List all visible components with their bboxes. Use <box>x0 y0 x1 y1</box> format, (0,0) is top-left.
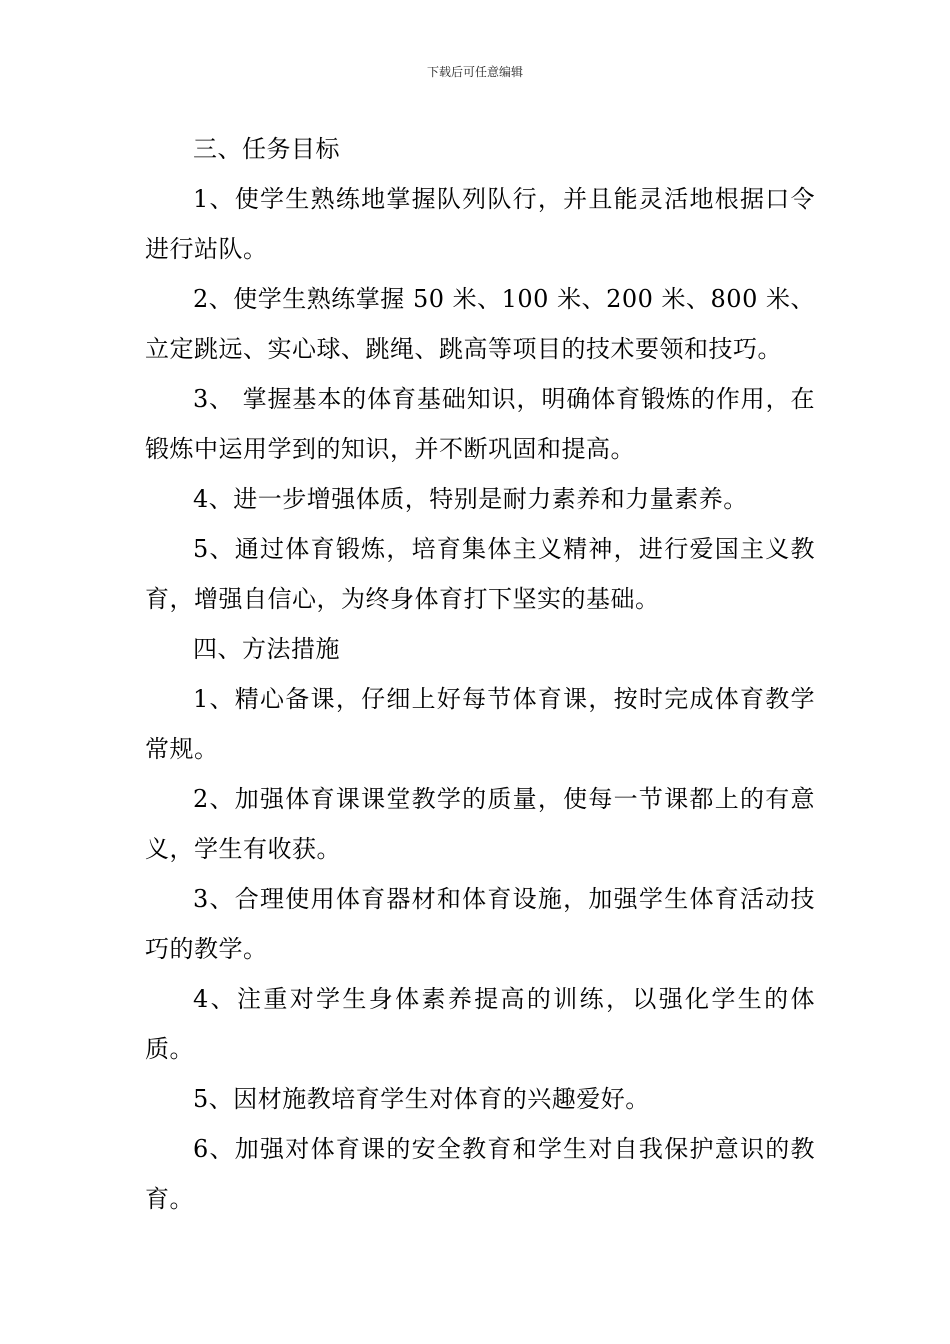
section-heading-goals: 三、任务目标 <box>193 135 340 163</box>
method-item-4: 4、注重对学生身体素养提高的训练，以强化学生的体质。 <box>145 985 815 1063</box>
document-body <box>145 124 815 1224</box>
method-item-1: 1、精心备课，仔细上好每节体育课，按时完成体育教学常规。 <box>145 685 815 763</box>
method-item-3: 3、合理使用体育器材和体育设施，加强学生体育活动技巧的教学。 <box>145 885 815 963</box>
section-heading-methods: 四、方法措施 <box>193 635 340 663</box>
page-header-note: 下载后可任意编辑 <box>426 65 523 79</box>
method-item-2: 2、加强体育课课堂教学的质量，使每一节课都上的有意义，学生有收获。 <box>145 785 815 863</box>
goal-item-5: 5、通过体育锻炼，培育集体主义精神，进行爱国主义教育，增强自信心，为终身体育打下坚实的基础。 <box>145 535 815 613</box>
goal-item-4: 4、进一步增强体质，特别是耐力素养和力量素养。 <box>193 485 748 513</box>
goal-item-2: 2、使学生熟练掌握 50 米、100 米、200 米、800 米、立定跳远、实心球、跳绳、跳高等项目的技术要领和技巧。 <box>145 285 815 363</box>
method-item-5: 5、因材施教培育学生对体育的兴趣爱好。 <box>193 1085 650 1113</box>
goal-item-3: 3、 掌握基本的体育基础知识，明确体育锻炼的作用，在锻炼中运用学到的知识，并不断巩固和提高。 <box>145 385 815 463</box>
goal-item-1: 1、使学生熟练地掌握队列队行，并且能灵活地根据口令进行站队。 <box>145 185 815 263</box>
method-item-6: 6、加强对体育课的安全教育和学生对自我保护意识的教育。 <box>145 1135 815 1213</box>
